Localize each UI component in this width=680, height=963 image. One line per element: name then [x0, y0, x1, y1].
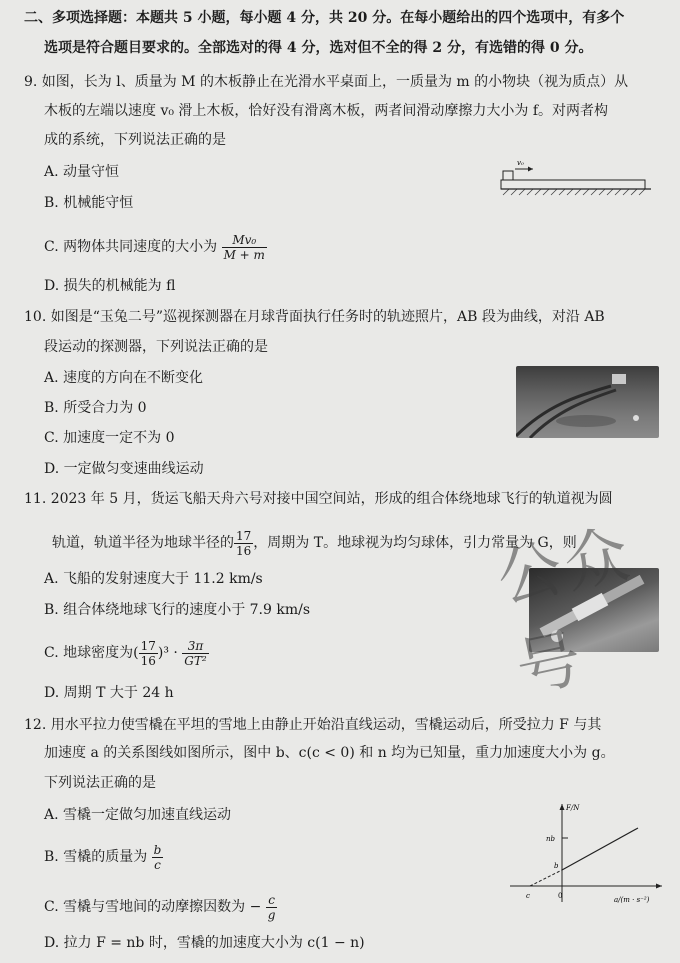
q9-option-b[interactable]: B. 机械能守恒: [44, 195, 134, 211]
q10-option-a[interactable]: A. 速度的方向在不断变化: [44, 370, 204, 386]
q11-radius-denominator: 16: [236, 543, 252, 558]
q11-option-c-text: C. 地球密度为(: [44, 645, 139, 661]
q11-option-c-denominator-2: GT²: [184, 653, 207, 668]
q12-option-c-denominator: g: [267, 907, 276, 922]
x-axis-arrow: [656, 884, 662, 889]
section-title-cont: 选项是符合题目要求的。全部选对的得 4 分，选对但不全的得 2 分，有选错的得 0 分。: [44, 40, 593, 56]
q12-option-d[interactable]: D. 拉力 F = nb 时，雪橇的加速度大小为 c(1 − n): [44, 935, 365, 951]
extrapolated-line: [530, 870, 562, 886]
q12-option-c[interactable]: [44, 886, 277, 928]
q11-option-d[interactable]: D. 周期 T 大于 24 h: [44, 685, 174, 701]
table-hatching: [503, 189, 645, 195]
q12-force-acceleration-graph: [500, 798, 670, 910]
velocity-arrowhead: [528, 167, 533, 172]
q11-option-c-fraction-2: [182, 639, 208, 668]
q10-option-b[interactable]: B. 所受合力为 0: [44, 400, 147, 416]
q12-option-c-text: C. 雪橇与雪地间的动摩擦因数为 −: [44, 899, 262, 915]
q10-stem-line-1: 10. 如图是“玉兔二号”巡视探测器在月球背面执行任务时的轨迹照片，AB 段为曲线，对沿 AB: [24, 309, 605, 325]
q11-option-c[interactable]: [44, 632, 209, 674]
q9-stem-line-2: 木板的左端以速度 v₀ 滑上木板，恰好没有滑离木板，两者间滑动摩擦力大小为 f。对两者构: [44, 103, 609, 119]
q11-radius-numerator: 17: [236, 528, 252, 543]
q9-option-c-fraction: [222, 233, 267, 262]
y-axis-label: F/N: [566, 804, 580, 812]
q11-stem-line-1: 11. 2023 年 5 月，货运飞船天舟六号对接中国空间站，形成的组合体绕地球飞行的轨道视为圆: [24, 491, 613, 507]
q11-stem-text: 轨道，轨道半径为地球半径的: [52, 535, 234, 551]
section-title: 二、多项选择题：本题共 5 小题，每小题 4 分，共 20 分。在每小题给出的四个选项中，有多个: [24, 10, 625, 26]
q10-option-d[interactable]: D. 一定做匀变速曲线运动: [44, 461, 204, 477]
q12-option-b-fraction: [152, 843, 164, 872]
q11-radius-fraction: [234, 529, 253, 558]
q12-option-c-fraction: [266, 893, 278, 922]
q9-stem-line-1: 9. 如图，长为 l、质量为 M 的木板静止在光滑水平桌面上，一质量为 m 的小物块（视为质点）从: [24, 74, 629, 90]
q9-option-c-numerator: Mv₀: [222, 233, 267, 248]
q12-option-b-denominator: c: [154, 857, 161, 872]
q11-option-a[interactable]: A. 飞船的发射速度大于 11.2 km/s: [44, 571, 263, 587]
q12-stem-line-3: 下列说法正确的是: [44, 775, 156, 791]
q12-stem-line-1: 12. 用水平拉力使雪橇在平坦的雪地上由静止开始沿直线运动，雪橇运动后，所受拉力 F 与其: [24, 717, 602, 733]
q10-option-c[interactable]: C. 加速度一定不为 0: [44, 430, 175, 446]
rover: [612, 374, 626, 384]
c-label: c: [526, 892, 530, 900]
rock: [633, 415, 639, 421]
nb-label: nb: [546, 835, 555, 843]
q12-option-c-numerator: c: [266, 893, 278, 908]
x-axis-label: a/(m · s⁻²): [614, 896, 650, 904]
q11-stem-suffix: ，周期为 T。地球视为均匀球体，引力常量为 G，则: [253, 535, 577, 551]
origin-label: 0: [558, 892, 563, 900]
rover-track-svg: [516, 366, 659, 438]
q11-option-c-numerator-1: 17: [140, 638, 156, 653]
small-block: [503, 171, 513, 180]
q12-option-b-numerator: b: [153, 842, 162, 857]
q9-option-c[interactable]: [44, 226, 267, 268]
b-label: b: [554, 862, 559, 870]
q11-option-c-numerator-2: 3π: [182, 639, 208, 654]
q9-option-a[interactable]: A. 动量守恒: [44, 164, 120, 180]
q12-stem-line-2: 加速度 a 的关系图线如图所示，图中 b、c(c < 0) 和 n 均为已知量，重力加速度大小为 g。: [44, 745, 615, 761]
q9-option-c-denominator: M + m: [223, 247, 265, 262]
rover-track-photo: [516, 366, 659, 438]
y-axis-arrow: [560, 804, 565, 810]
q9-stem-line-3: 成的系统，下列说法正确的是: [44, 132, 226, 148]
q12-option-b[interactable]: [44, 836, 163, 878]
q11-option-c-fraction-1: [139, 639, 158, 668]
q10-stem-line-2: 段运动的探测器，下列说法正确的是: [44, 339, 268, 355]
crater-shadow: [556, 415, 616, 427]
wooden-board: [501, 180, 645, 189]
q11-option-b[interactable]: B. 组合体绕地球飞行的速度小于 7.9 km/s: [44, 602, 311, 618]
q12-option-b-text: B. 雪橇的质量为: [44, 849, 148, 865]
force-line: [562, 828, 638, 870]
velocity-label: v₀: [517, 159, 524, 167]
watermark-text: 公众号: [490, 516, 640, 708]
q9-option-d[interactable]: D. 损失的机械能为 fl: [44, 278, 176, 294]
q9-option-c-text: C. 两物体共同速度的大小为: [44, 239, 218, 255]
q11-option-c-mid: )³ ·: [157, 645, 178, 661]
q12-option-a[interactable]: A. 雪橇一定做匀加速直线运动: [44, 807, 232, 823]
q11-option-c-denominator-1: 16: [140, 653, 156, 668]
q9-board-figure: [493, 156, 655, 196]
